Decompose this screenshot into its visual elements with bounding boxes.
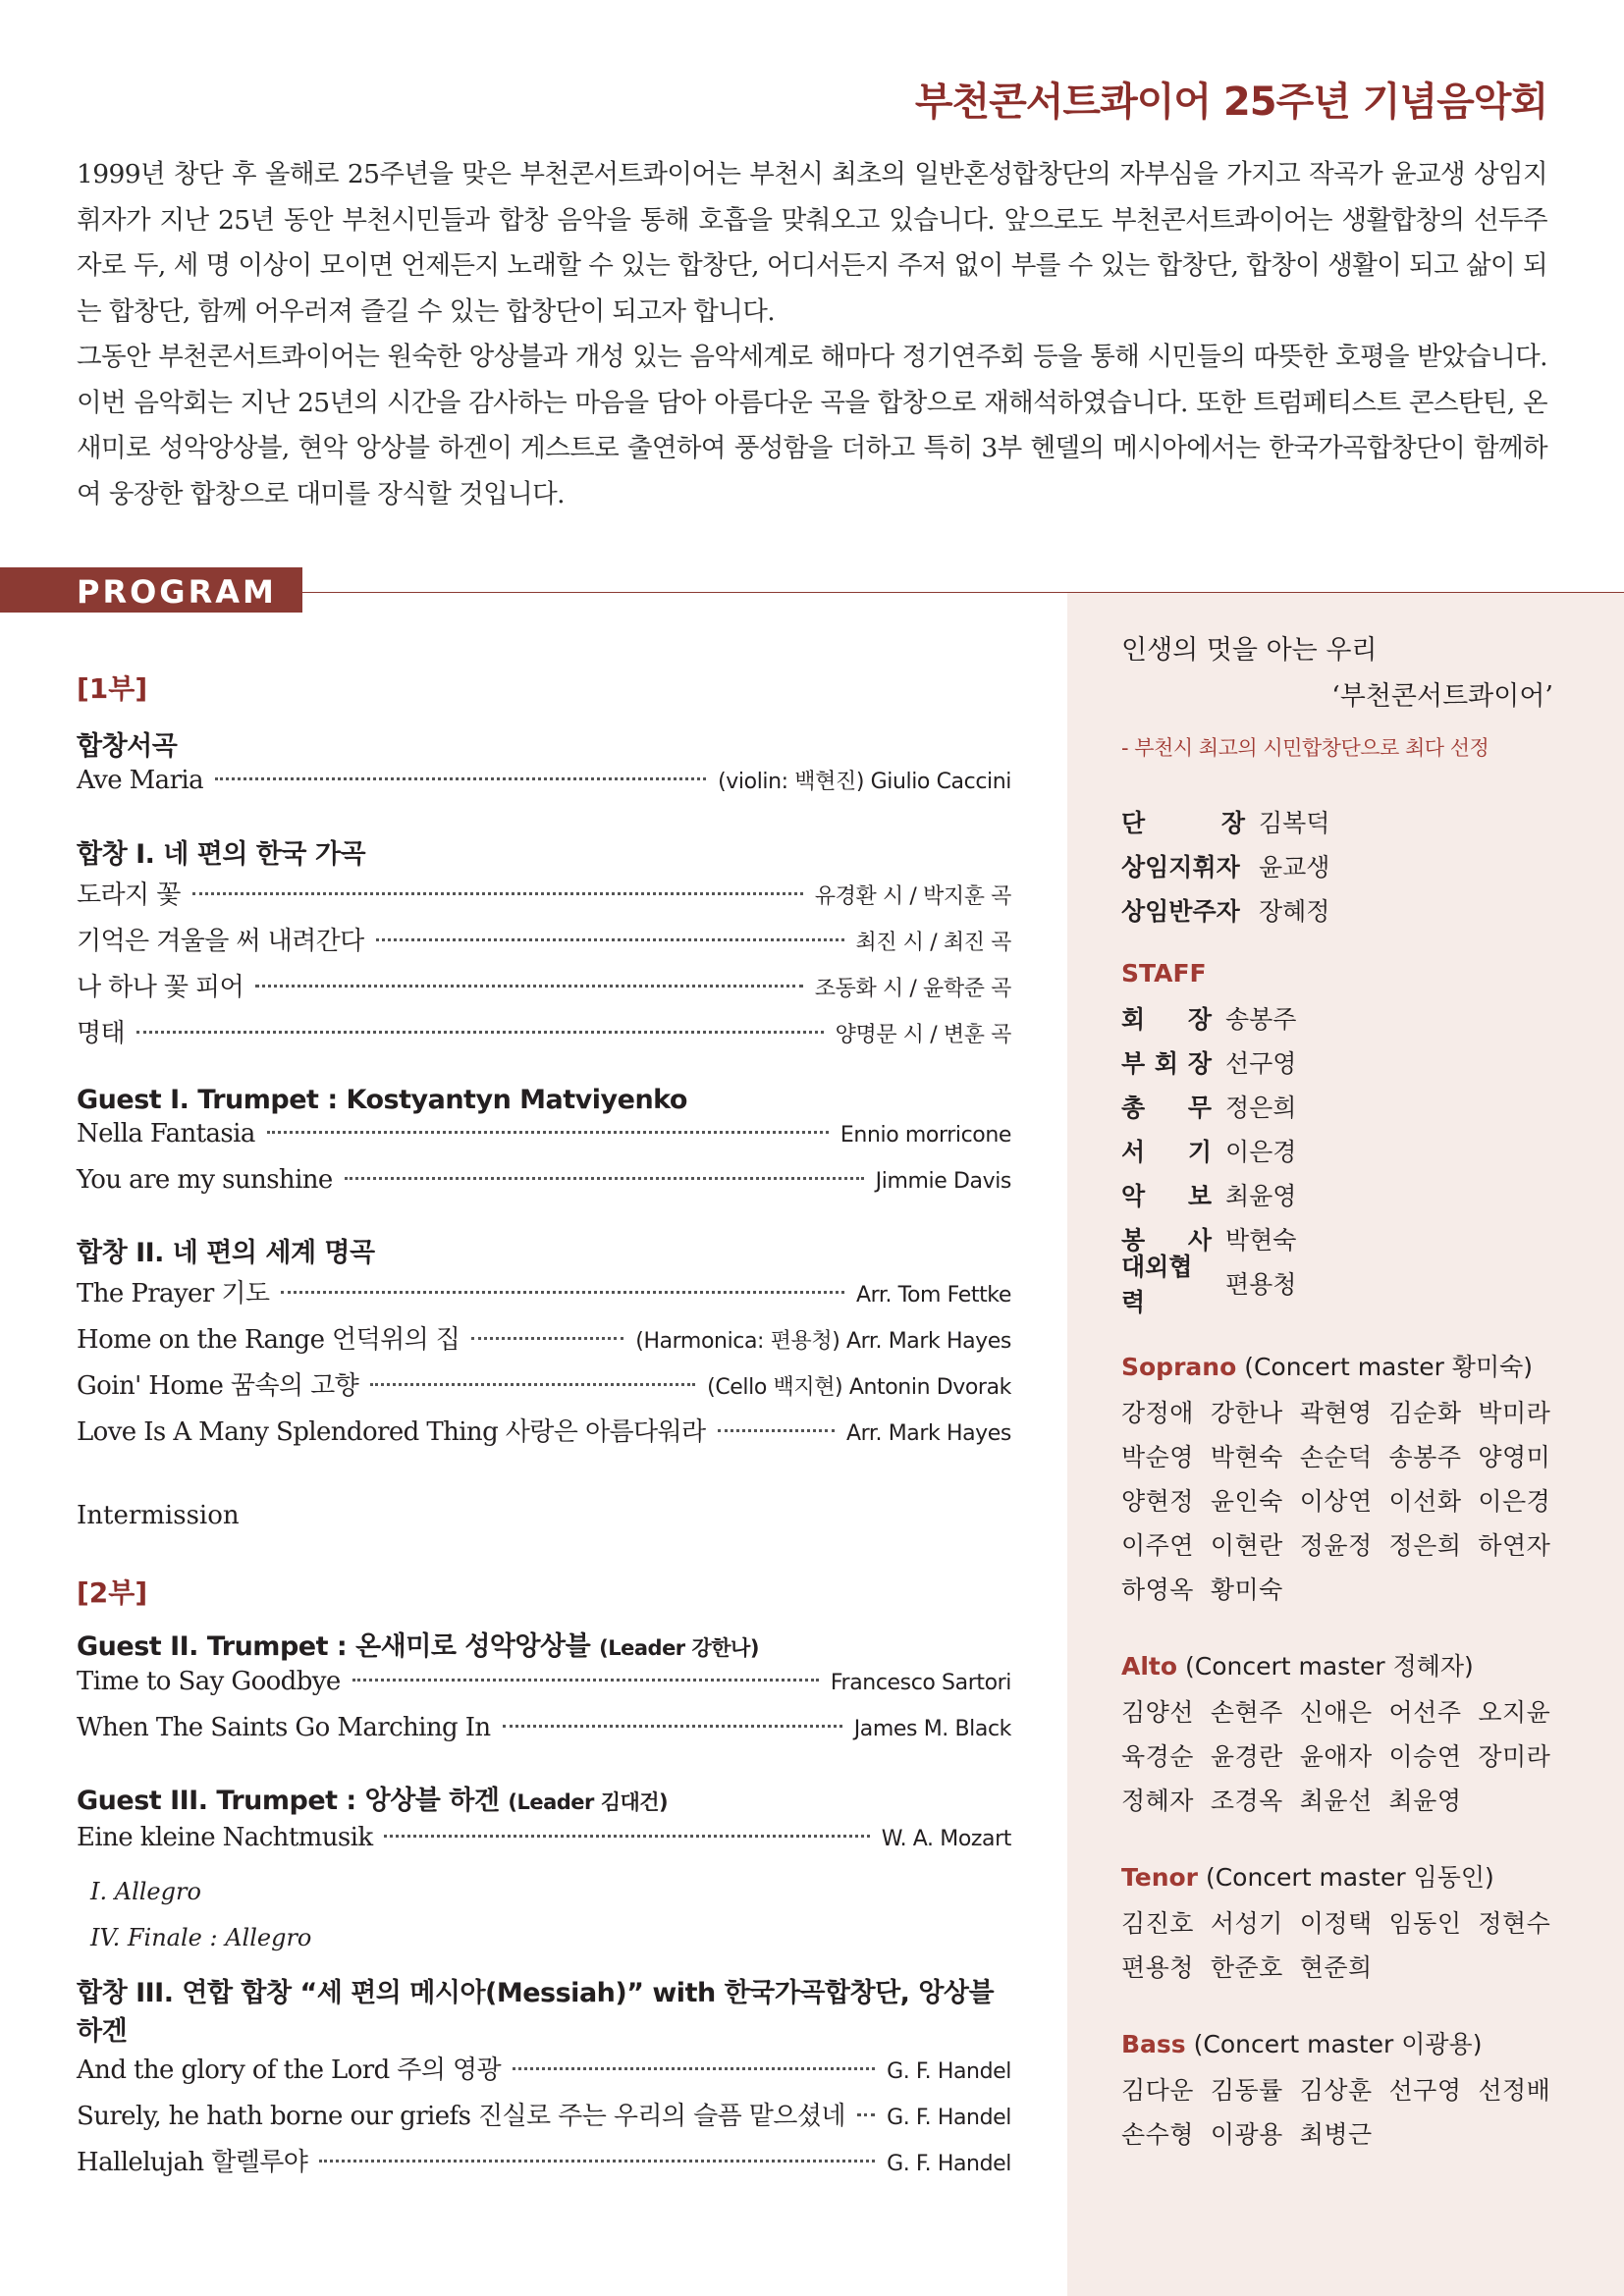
piece-title: Surely, he hath borne our griefs 진실로 주는 우리의 슬픔 맡으셨네 (77, 2102, 845, 2131)
piece-title: 기억은 겨울을 써 내려간다 (77, 927, 364, 956)
member-names-line: 김다운 김동률 김상훈 선구영 선정배 (1121, 2076, 1551, 2105)
tenor-heading (1121, 1858, 1583, 1894)
part-1-heading: [1부] (77, 672, 148, 705)
alto-master: (Concert master 정혜자) (1185, 1652, 1474, 1681)
messiah-list (77, 2050, 1011, 2188)
piece-title: You are my sunshine (77, 1165, 333, 1195)
leader-dots (255, 985, 803, 988)
staff-heading (1121, 959, 1583, 988)
guest-2-title: Guest II. Trumpet : 온새미로 성악앙상블 (77, 1631, 591, 1662)
role-char: 대외협력 (1121, 1252, 1193, 1316)
role-row (1121, 1084, 1583, 1128)
piece-credit: Arr. Tom Fettke (855, 1283, 1011, 1308)
tenor-master: (Concert master 임동인) (1205, 1863, 1494, 1892)
movement: I. Allegro (90, 1878, 201, 1905)
leader-dots (281, 1291, 844, 1294)
program-item (77, 1823, 1011, 1869)
program-item (77, 875, 1011, 921)
world-songs-list (77, 1273, 1011, 1458)
bass-names (1121, 2068, 1583, 2157)
role-row (1121, 1040, 1583, 1084)
role-name: 김복덕 (1259, 808, 1330, 837)
role-char: 서 (1121, 1137, 1146, 1166)
intermission: Intermission (77, 1501, 240, 1530)
member-names-line: 박순영 박현숙 손순덕 송봉주 양영미 (1121, 1443, 1551, 1471)
piece-credit: G. F. Handel (887, 2152, 1011, 2176)
tenor-label: Tenor (1121, 1863, 1198, 1892)
intro-paragraph-2: 그동안 부천콘서트콰이어는 원숙한 앙상블과 개성 있는 음악세계로 해마다 정기연주회 등을 통해 시민들의 따뜻한 호평을 받았습니다. 이번 음악회는 지난 25년의 시간을 감사하는 마음을 담아 아름다운 곡을 합창으로 재해석하였습니다. 또한 트럼페티스트 콘스탄틴, 온새미로 성악앙상블, 현악 앙상블 하겐이 게스트로 출연하여 풍성함을 더하고 특히 3부 헨델의 메시아에서는 한국가곡합창단이 함께하여 웅장한 합창으로 대미를 장식할 것입니다. (77, 342, 1547, 509)
role-char: 기 (1187, 1137, 1212, 1166)
intro-text (77, 152, 1547, 517)
role-name: 선구영 (1225, 1048, 1297, 1078)
overture-heading: 합창서곡 (77, 731, 178, 762)
piece-title: Love Is A Many Splendored Thing 사랑은 아름다워라 (77, 1417, 706, 1447)
guest-heading (77, 1779, 1011, 1817)
role-row (1121, 1252, 1583, 1316)
member-names-line: 손수형 이광용 최병근 (1121, 2120, 1373, 2149)
piece-credit: (violin: 백현진) Giulio Caccini (718, 770, 1011, 794)
guest-3-title: Guest III. Trumpet : 앙상블 하겐 (77, 1786, 500, 1816)
guest-heading: Guest I. Trumpet : Kostyantyn Matviyenko (77, 1085, 687, 1115)
role-title (1121, 804, 1245, 839)
role-row (1121, 799, 1583, 843)
leader-dots (718, 1429, 835, 1432)
guest-heading (77, 1625, 1011, 1663)
role-name: 편용청 (1225, 1269, 1297, 1299)
role-title (1121, 1133, 1212, 1168)
role-title (1121, 1248, 1212, 1318)
alto-label: Alto (1121, 1652, 1178, 1681)
soprano-master: (Concert master 황미숙) (1244, 1353, 1534, 1381)
section-heading: 합창 I. 네 편의 한국 가곡 (77, 839, 366, 870)
piece-credit: Ennio morricone (839, 1123, 1011, 1148)
role-name: 정은희 (1225, 1093, 1297, 1122)
piece-credit: 최진 시 / 최진 곡 (855, 931, 1011, 955)
role-row (1121, 1128, 1583, 1172)
program-item (77, 1365, 1011, 1412)
program-label: PROGRAM (77, 573, 277, 611)
leader-dots (857, 2113, 875, 2116)
piece-title: 명태 (77, 1019, 126, 1048)
leader-dots (513, 2067, 875, 2070)
role-char: 무 (1187, 1093, 1212, 1122)
piece-title: Home on the Range 언덕위의 집 (77, 1325, 460, 1355)
leader-dots (370, 1383, 695, 1386)
role-name: 윤교생 (1259, 852, 1330, 881)
program-item (77, 1119, 1011, 1165)
alto-heading (1121, 1647, 1583, 1682)
slogan-note: - 부천시 최고의 시민합창단으로 최다 선정 (1121, 736, 1489, 760)
soprano-heading (1121, 1348, 1583, 1383)
member-names-line: 김진호 서성기 이정택 임동인 정현수 (1121, 1909, 1551, 1938)
piece-title: Time to Say Goodbye (77, 1667, 341, 1696)
part-2-heading: [2부] (77, 1576, 148, 1609)
role-char: 장 (1187, 1048, 1212, 1078)
leader-dots (471, 1337, 623, 1340)
piece-credit: Arr. Mark Hayes (845, 1421, 1011, 1446)
piece-title: The Prayer 기도 (77, 1279, 270, 1308)
piece-title: Goin' Home 꿈속의 고향 (77, 1371, 359, 1401)
program-item (77, 765, 1011, 811)
piece-title: When The Saints Go Marching In (77, 1713, 491, 1742)
staff-label: STAFF (1121, 959, 1207, 988)
piece-title: And the glory of the Lord 주의 영광 (77, 2056, 502, 2085)
bass-heading (1121, 2025, 1583, 2060)
slogan-line-1: 인생의 멋을 아는 우리 (1121, 635, 1378, 666)
role-char: 상임지휘자 (1121, 852, 1240, 881)
program-item (77, 2050, 1011, 2096)
role-title (1121, 892, 1245, 928)
member-names-line: 강정애 강한나 곽현영 김순화 박미라 (1121, 1399, 1551, 1427)
leader-dots (384, 1835, 869, 1838)
alto-names (1121, 1690, 1583, 1823)
role-name: 장혜정 (1259, 896, 1330, 926)
piece-title: 도라지 꽃 (77, 881, 181, 910)
leader-dots (345, 1177, 864, 1180)
piece-title: Ave Maria (77, 766, 204, 795)
program-item (77, 1013, 1011, 1059)
leader-dots (267, 1131, 829, 1134)
piece-credit: Francesco Sartori (830, 1671, 1011, 1695)
leader-dots (215, 777, 706, 780)
program-item (77, 2142, 1011, 2188)
page-title: 부천콘서트콰이어 25주년 기념음악회 (914, 80, 1547, 125)
program-item (77, 1273, 1011, 1319)
piece-title: Hallelujah 할렐루야 (77, 2148, 308, 2177)
member-names-line: 하영옥 황미숙 (1121, 1575, 1283, 1604)
piece-credit: (Cello 백지현) Antonin Dvorak (707, 1375, 1011, 1400)
role-title (1121, 1177, 1212, 1212)
piece-credit: G. F. Handel (887, 2106, 1011, 2130)
piece-title: Eine kleine Nachtmusik (77, 1823, 373, 1852)
intro-paragraph-1: 1999년 창단 후 올해로 25주년을 맞은 부천콘서트콰이어는 부천시 최초의 일반혼성합창단의 자부심을 가지고 작곡가 윤교생 상임지휘자가 지난 25년 동안 부천시민들과 합창 음악을 통해 호흡을 맞춰오고 있습니다. 앞으로도 부천콘서트콰이어는 생활합창의 선두주자로 두, 세 명 이상이 모이면 언제든지 노래할 수 있는 합창단, 어디서든지 주저 없이 부를 수 있는 합창단, 합창이 생활이 되고 삶이 되는 합창단, 함께 어우러져 즐길 수 있는 합창단이 되고자 합니다. (77, 159, 1547, 327)
role-row (1121, 887, 1583, 932)
program-item (77, 921, 1011, 967)
program-item (77, 1667, 1011, 1713)
role-char: 악 (1121, 1181, 1146, 1210)
role-title (1121, 1000, 1212, 1036)
member-names-line: 양현정 윤인숙 이상연 이선화 이은경 (1121, 1487, 1551, 1516)
leader-dots (319, 2160, 875, 2163)
leader-dots (192, 892, 803, 895)
soprano-label: Soprano (1121, 1353, 1237, 1381)
section-heading: 합창 II. 네 편의 세계 명곡 (77, 1238, 375, 1268)
bass-label: Bass (1121, 2030, 1186, 2058)
choir-info (1121, 628, 1583, 2157)
role-char: 사 (1187, 1225, 1212, 1255)
program-item (77, 1412, 1011, 1458)
role-name: 최윤영 (1225, 1181, 1297, 1210)
role-char: 장 (1187, 1004, 1212, 1034)
role-char: 장 (1220, 808, 1245, 837)
guest-2-leader: (Leader 강한나) (599, 1636, 759, 1660)
leader-dots (352, 1679, 819, 1682)
role-name: 이은경 (1225, 1137, 1297, 1166)
role-name: 박현숙 (1225, 1225, 1297, 1255)
member-names-line: 이주연 이현란 정윤정 정은희 하연자 (1121, 1531, 1551, 1560)
role-name: 송봉주 (1225, 1004, 1297, 1034)
bass-master: (Concert master 이광용) (1193, 2030, 1483, 2058)
role-char: 상임반주자 (1121, 896, 1240, 926)
piece-credit: Jimmie Davis (875, 1169, 1011, 1194)
piece-credit: 조동화 시 / 윤학준 곡 (814, 977, 1011, 1001)
role-char: 회 (1154, 1048, 1179, 1078)
program-item (77, 2096, 1011, 2142)
guest-3-leader: (Leader 김대건) (508, 1790, 669, 1814)
member-names-line: 김양선 손현주 신애은 어선주 오지윤 (1121, 1698, 1551, 1727)
piece-credit: W. A. Mozart (881, 1827, 1011, 1851)
role-title (1121, 1089, 1212, 1124)
piece-credit: 양명문 시 / 변훈 곡 (835, 1023, 1011, 1047)
piece-credit: James M. Black (853, 1717, 1011, 1741)
role-char: 부 (1121, 1048, 1146, 1078)
piece-title: 나 하나 꽃 피어 (77, 973, 244, 1002)
korean-songs-list (77, 875, 1011, 1059)
role-char: 단 (1121, 808, 1146, 837)
member-names-line: 편용청 한준호 현준희 (1121, 1953, 1373, 1982)
program-item (77, 1165, 1011, 1211)
role-row (1121, 843, 1583, 887)
piece-title: Nella Fantasia (77, 1119, 255, 1148)
slogan-line-2: ‘부천콘서트콰이어’ (1331, 681, 1553, 712)
role-title (1121, 1044, 1212, 1080)
program-item (77, 1319, 1011, 1365)
piece-credit: G. F. Handel (887, 2059, 1011, 2084)
role-char: 회 (1121, 1004, 1146, 1034)
member-names-line: 정혜자 조경옥 최윤선 최윤영 (1121, 1787, 1462, 1815)
program-item (77, 967, 1011, 1013)
member-names-line: 육경순 윤경란 윤애자 이승연 장미라 (1121, 1742, 1551, 1771)
role-title (1121, 848, 1245, 883)
soprano-names (1121, 1391, 1583, 1612)
guest-2-list (77, 1667, 1011, 1759)
leader-dots (136, 1031, 824, 1034)
leader-dots (503, 1725, 842, 1728)
program-list (77, 667, 1011, 2188)
role-row (1121, 995, 1583, 1040)
leader-dots (376, 938, 844, 941)
program-item (77, 1713, 1011, 1759)
tenor-names (1121, 1901, 1583, 1990)
role-char: 총 (1121, 1093, 1146, 1122)
role-char: 봉 (1121, 1225, 1146, 1255)
role-char: 보 (1187, 1181, 1212, 1210)
staff-list (1121, 995, 1583, 1316)
leaders-list (1121, 799, 1583, 932)
piece-credit: (Harmonica: 편용청) Arr. Mark Hayes (635, 1329, 1011, 1354)
guest-1-list (77, 1119, 1011, 1211)
piece-credit: 유경환 시 / 박지훈 곡 (814, 884, 1011, 909)
role-row (1121, 1172, 1583, 1216)
movement: IV. Finale : Allegro (90, 1924, 312, 1951)
section-heading: 합창 III. 연합 합창 “세 편의 메시아(Messiah)” with 한국가곡합창단, 앙상블 하겐 (77, 1978, 995, 2047)
